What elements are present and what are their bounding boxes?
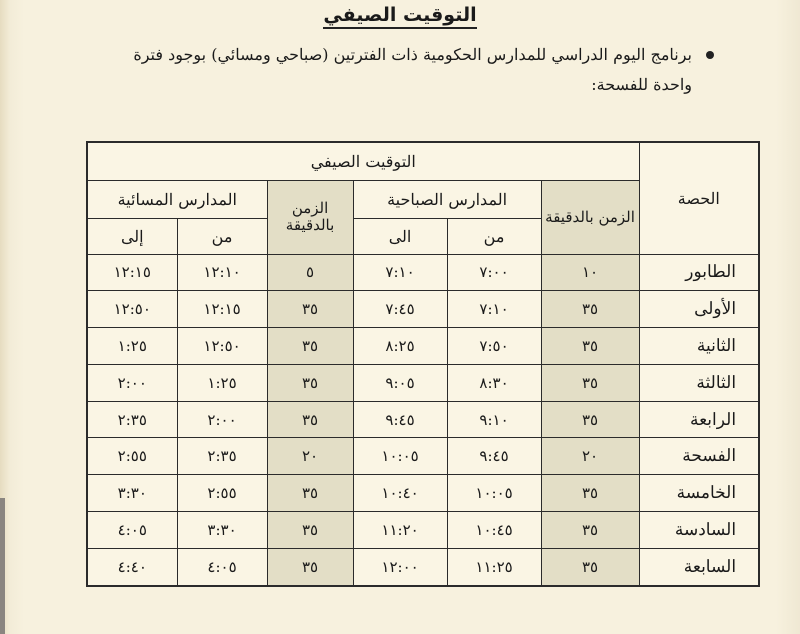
morning-duration: ٣٥	[541, 401, 639, 438]
period-name: السادسة	[639, 511, 759, 548]
schedule-table	[86, 141, 760, 587]
morning-duration: ١٠	[541, 254, 639, 291]
evening-duration: ٣٥	[267, 548, 353, 586]
evening-duration: ٥	[267, 254, 353, 291]
evening-to: ٤:٤٠	[87, 548, 177, 586]
evening-duration: ٣٥	[267, 364, 353, 401]
evening-duration: ٣٥	[267, 401, 353, 438]
evening-to: ٢:٥٥	[87, 438, 177, 475]
period-name: الخامسة	[639, 475, 759, 512]
morning-duration: ٢٠	[541, 438, 639, 475]
table-row	[87, 291, 759, 328]
evening-duration: ٣٥	[267, 328, 353, 365]
period-name: السابعة	[639, 548, 759, 586]
morning-to: ١٠:٠٥	[353, 438, 447, 475]
morning-duration: ٣٥	[541, 511, 639, 548]
evening-duration: ٣٥	[267, 511, 353, 548]
evening-to: ٣:٣٠	[87, 475, 177, 512]
morning-duration: ٣٥	[541, 291, 639, 328]
period-name: الثانية	[639, 328, 759, 365]
header-evening-schools: المدارس المسائية	[87, 180, 267, 218]
morning-from: ١٠:٤٥	[447, 511, 541, 548]
period-name: الرابعة	[639, 401, 759, 438]
table-row	[87, 438, 759, 475]
evening-to: ١:٢٥	[87, 328, 177, 365]
header-period: الحصة	[639, 142, 759, 254]
evening-to: ١٢:٥٠	[87, 291, 177, 328]
header-evening-from: من	[177, 218, 267, 254]
evening-to: ٢:٠٠	[87, 364, 177, 401]
table-row	[87, 364, 759, 401]
evening-to: ١٢:١٥	[87, 254, 177, 291]
evening-duration: ٢٠	[267, 438, 353, 475]
header-evening-to: إلى	[87, 218, 177, 254]
table-row	[87, 548, 759, 586]
evening-to: ٢:٣٥	[87, 401, 177, 438]
morning-to: ٩:٠٥	[353, 364, 447, 401]
morning-duration: ٣٥	[541, 328, 639, 365]
evening-from: ٤:٠٥	[177, 548, 267, 586]
morning-from: ٧:١٠	[447, 291, 541, 328]
intro-paragraph	[102, 40, 692, 100]
morning-to: ٧:١٠	[353, 254, 447, 291]
evening-duration: ٣٥	[267, 475, 353, 512]
header-morning-duration: الزمن بالدقيقة	[541, 180, 639, 254]
morning-from: ٩:٤٥	[447, 438, 541, 475]
period-name: الأولى	[639, 291, 759, 328]
morning-from: ٧:٥٠	[447, 328, 541, 365]
page-title	[0, 4, 800, 26]
table-row	[87, 511, 759, 548]
evening-from: ١:٢٥	[177, 364, 267, 401]
table-row	[87, 401, 759, 438]
evening-from: ٢:٥٥	[177, 475, 267, 512]
morning-to: ٧:٤٥	[353, 291, 447, 328]
morning-from: ٨:٣٠	[447, 364, 541, 401]
evening-from: ٢:٣٥	[177, 438, 267, 475]
morning-from: ١٠:٠٥	[447, 475, 541, 512]
table-row	[87, 475, 759, 512]
morning-from: ١١:٢٥	[447, 548, 541, 586]
header-morning-to: الى	[353, 218, 447, 254]
morning-to: ١١:٢٠	[353, 511, 447, 548]
morning-from: ٩:١٠	[447, 401, 541, 438]
evening-from: ١٢:٥٠	[177, 328, 267, 365]
table-row	[87, 254, 759, 291]
morning-duration: ٣٥	[541, 548, 639, 586]
morning-to: ١٢:٠٠	[353, 548, 447, 586]
page-title-text: التوقيت الصيفي	[323, 4, 476, 29]
evening-duration: ٣٥	[267, 291, 353, 328]
header-evening-duration: الزمن بالدقيقة	[267, 180, 353, 254]
table-row	[87, 328, 759, 365]
evening-to: ٤:٠٥	[87, 511, 177, 548]
period-name: الثالثة	[639, 364, 759, 401]
morning-to: ٨:٢٥	[353, 328, 447, 365]
evening-from: ١٢:١٥	[177, 291, 267, 328]
header-summer-timing: التوقيت الصيفي	[87, 142, 639, 180]
period-name: الطابور	[639, 254, 759, 291]
morning-from: ٧:٠٠	[447, 254, 541, 291]
header-morning-from: من	[447, 218, 541, 254]
morning-duration: ٣٥	[541, 364, 639, 401]
bullet-icon	[706, 51, 714, 59]
header-morning-schools: المدارس الصباحية	[353, 180, 541, 218]
binding-edge	[0, 498, 5, 634]
evening-from: ٢:٠٠	[177, 401, 267, 438]
evening-from: ١٢:١٠	[177, 254, 267, 291]
morning-duration: ٣٥	[541, 475, 639, 512]
morning-to: ١٠:٤٠	[353, 475, 447, 512]
evening-from: ٣:٣٠	[177, 511, 267, 548]
morning-to: ٩:٤٥	[353, 401, 447, 438]
period-name: الفسحة	[639, 438, 759, 475]
intro-text: برنامج اليوم الدراسي للمدارس الحكومية ذات الفترتين (صباحي ومسائي) بوجود فترة واحدة للفسحة:	[133, 45, 692, 94]
